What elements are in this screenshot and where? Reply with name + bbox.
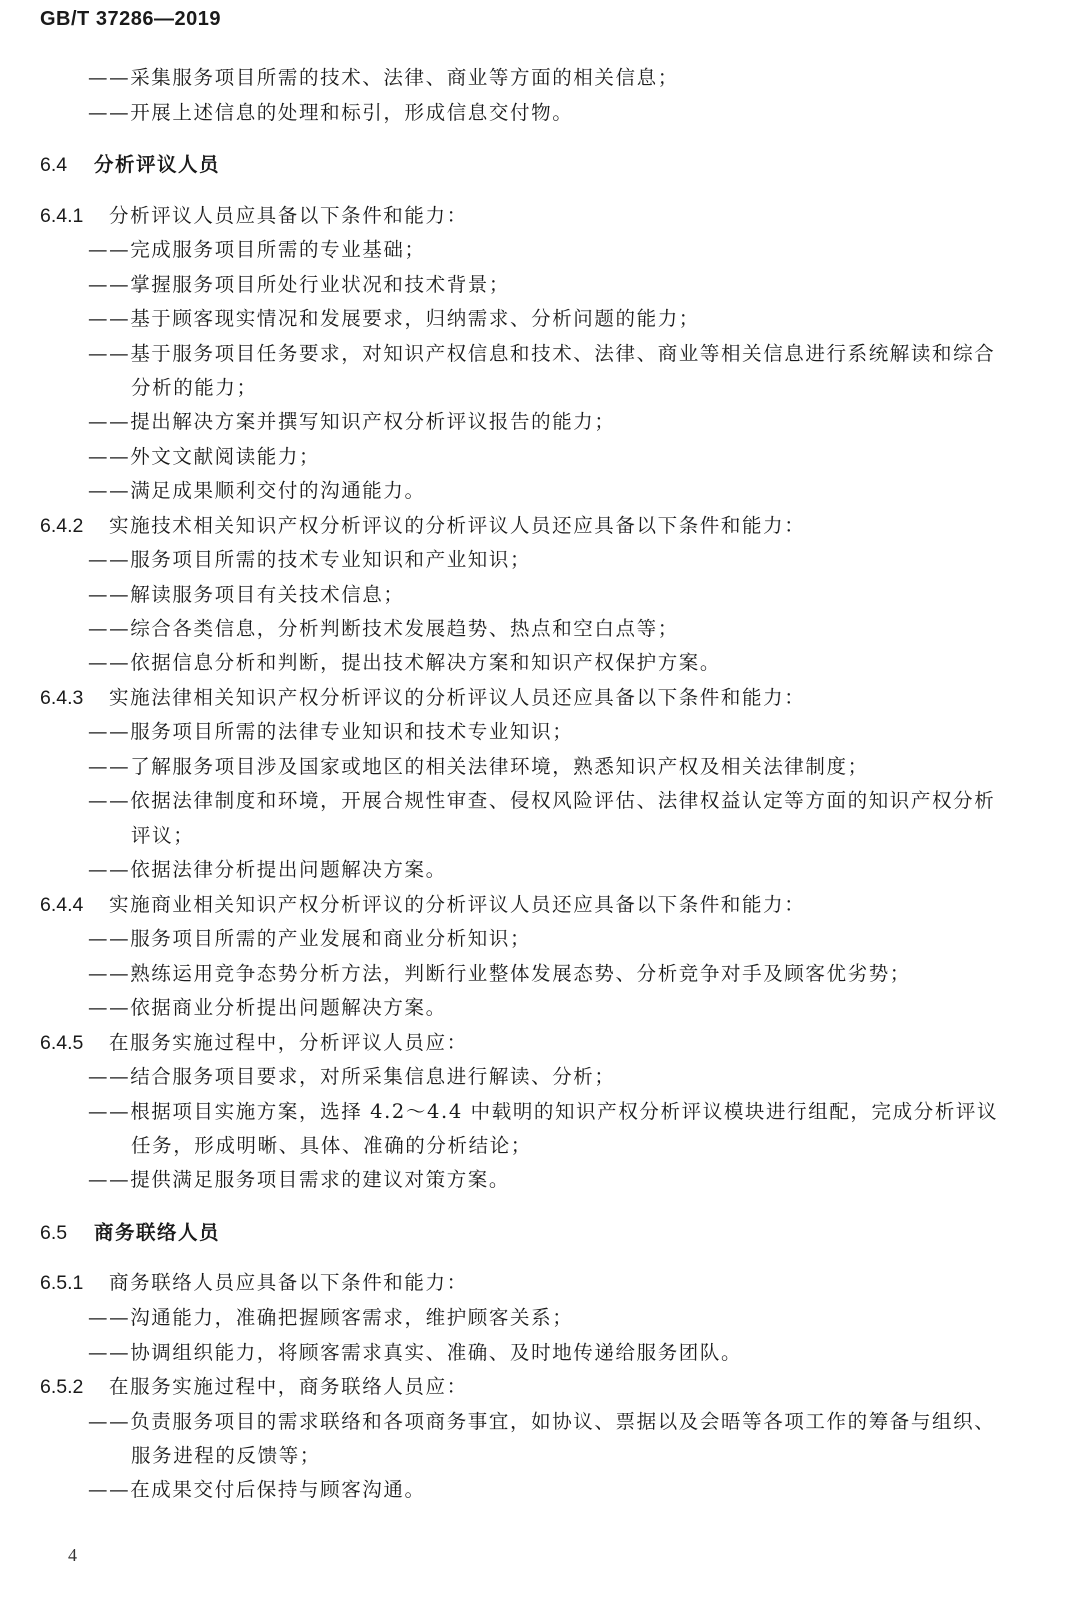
list-item: ——基于服务项目任务要求，对知识产权信息和技术、法律、商业等相关信息进行系统解读和综合 bbox=[88, 342, 996, 365]
list-item: ——服务项目所需的产业发展和商业分析知识； bbox=[88, 927, 532, 950]
list-item: ——基于顾客现实情况和发展要求，归纳需求、分析问题的能力； bbox=[88, 307, 700, 330]
clause-text: 实施技术相关知识产权分析评议的分析评议人员还应具备以下条件和能力： bbox=[109, 514, 806, 537]
list-item: ——开展上述信息的处理和标引，形成信息交付物。 bbox=[88, 101, 574, 124]
list-item: ——依据法律制度和环境，开展合规性审查、侵权风险评估、法律权益认定等方面的知识产权分析 bbox=[88, 789, 996, 812]
list-item: ——根据项目实施方案，选择 4.2～4.4 中载明的知识产权分析评议模块进行组配，完成分析评议 bbox=[88, 1100, 999, 1123]
clause-text: 分析评议人员应具备以下条件和能力： bbox=[109, 204, 468, 227]
section-title: 商务联络人员 bbox=[94, 1221, 221, 1244]
section-number: 6.5 bbox=[40, 1222, 68, 1244]
list-item-continuation: 服务进程的反馈等； bbox=[131, 1444, 321, 1467]
list-item-continuation: 评议； bbox=[131, 824, 195, 847]
clause-number: 6.4.3 bbox=[40, 687, 84, 709]
clause-number: 6.4.1 bbox=[40, 205, 84, 227]
list-item: ——了解服务项目涉及国家或地区的相关法律环境，熟悉知识产权及相关法律制度； bbox=[88, 755, 869, 778]
list-item: ——提出解决方案并撰写知识产权分析评议报告的能力； bbox=[88, 410, 616, 433]
clause-text: 在服务实施过程中，商务联络人员应： bbox=[109, 1375, 468, 1398]
list-item: ——沟通能力，准确把握顾客需求，维护顾客关系； bbox=[88, 1306, 574, 1329]
list-item-continuation: 分析的能力； bbox=[131, 376, 258, 399]
list-item: ——满足成果顺利交付的沟通能力。 bbox=[88, 479, 426, 502]
list-item: ——提供满足服务项目需求的建议对策方案。 bbox=[88, 1168, 511, 1191]
clause-text: 商务联络人员应具备以下条件和能力： bbox=[109, 1271, 468, 1294]
list-item: ——采集服务项目所需的技术、法律、商业等方面的相关信息； bbox=[88, 66, 679, 89]
standard-code: GB/T 37286—2019 bbox=[40, 8, 221, 30]
clause-text: 实施法律相关知识产权分析评议的分析评议人员还应具备以下条件和能力： bbox=[109, 686, 806, 709]
list-item: ——掌握服务项目所处行业状况和技术背景； bbox=[88, 273, 511, 296]
clause-text: 实施商业相关知识产权分析评议的分析评议人员还应具备以下条件和能力： bbox=[109, 893, 806, 916]
list-item: ——依据法律分析提出问题解决方案。 bbox=[88, 858, 447, 881]
list-item: ——完成服务项目所需的专业基础； bbox=[88, 238, 426, 261]
list-item: ——外文文献阅读能力； bbox=[88, 445, 321, 468]
list-item: ——负责服务项目的需求联络和各项商务事宜，如协议、票据以及会晤等各项工作的筹备与组织、 bbox=[88, 1410, 996, 1433]
list-item: ——解读服务项目有关技术信息； bbox=[88, 583, 405, 606]
clause-text: 在服务实施过程中，分析评议人员应： bbox=[109, 1031, 468, 1054]
list-item: ——熟练运用竞争态势分析方法，判断行业整体发展态势、分析竞争对手及顾客优劣势； bbox=[88, 962, 911, 985]
list-item: ——服务项目所需的技术专业知识和产业知识； bbox=[88, 548, 532, 571]
clause-number: 6.4.2 bbox=[40, 515, 84, 537]
list-item: ——协调组织能力，将顾客需求真实、准确、及时地传递给服务团队。 bbox=[88, 1341, 743, 1364]
page-number: 4 bbox=[68, 1545, 77, 1565]
clause-number: 6.4.4 bbox=[40, 894, 84, 916]
list-item-continuation: 任务，形成明晰、具体、准确的分析结论； bbox=[131, 1134, 532, 1157]
list-item: ——依据信息分析和判断，提出技术解决方案和知识产权保护方案。 bbox=[88, 651, 722, 674]
clause-number: 6.5.2 bbox=[40, 1376, 84, 1398]
clause-number: 6.4.5 bbox=[40, 1032, 84, 1054]
list-item: ——综合各类信息，分析判断技术发展趋势、热点和空白点等； bbox=[88, 617, 679, 640]
list-item: ——依据商业分析提出问题解决方案。 bbox=[88, 996, 447, 1019]
section-number: 6.4 bbox=[40, 154, 68, 176]
clause-number: 6.5.1 bbox=[40, 1272, 84, 1294]
section-title: 分析评议人员 bbox=[94, 153, 221, 176]
list-item: ——服务项目所需的法律专业知识和技术专业知识； bbox=[88, 720, 574, 743]
list-item: ——在成果交付后保持与顾客沟通。 bbox=[88, 1478, 426, 1501]
list-item: ——结合服务项目要求，对所采集信息进行解读、分析； bbox=[88, 1065, 616, 1088]
